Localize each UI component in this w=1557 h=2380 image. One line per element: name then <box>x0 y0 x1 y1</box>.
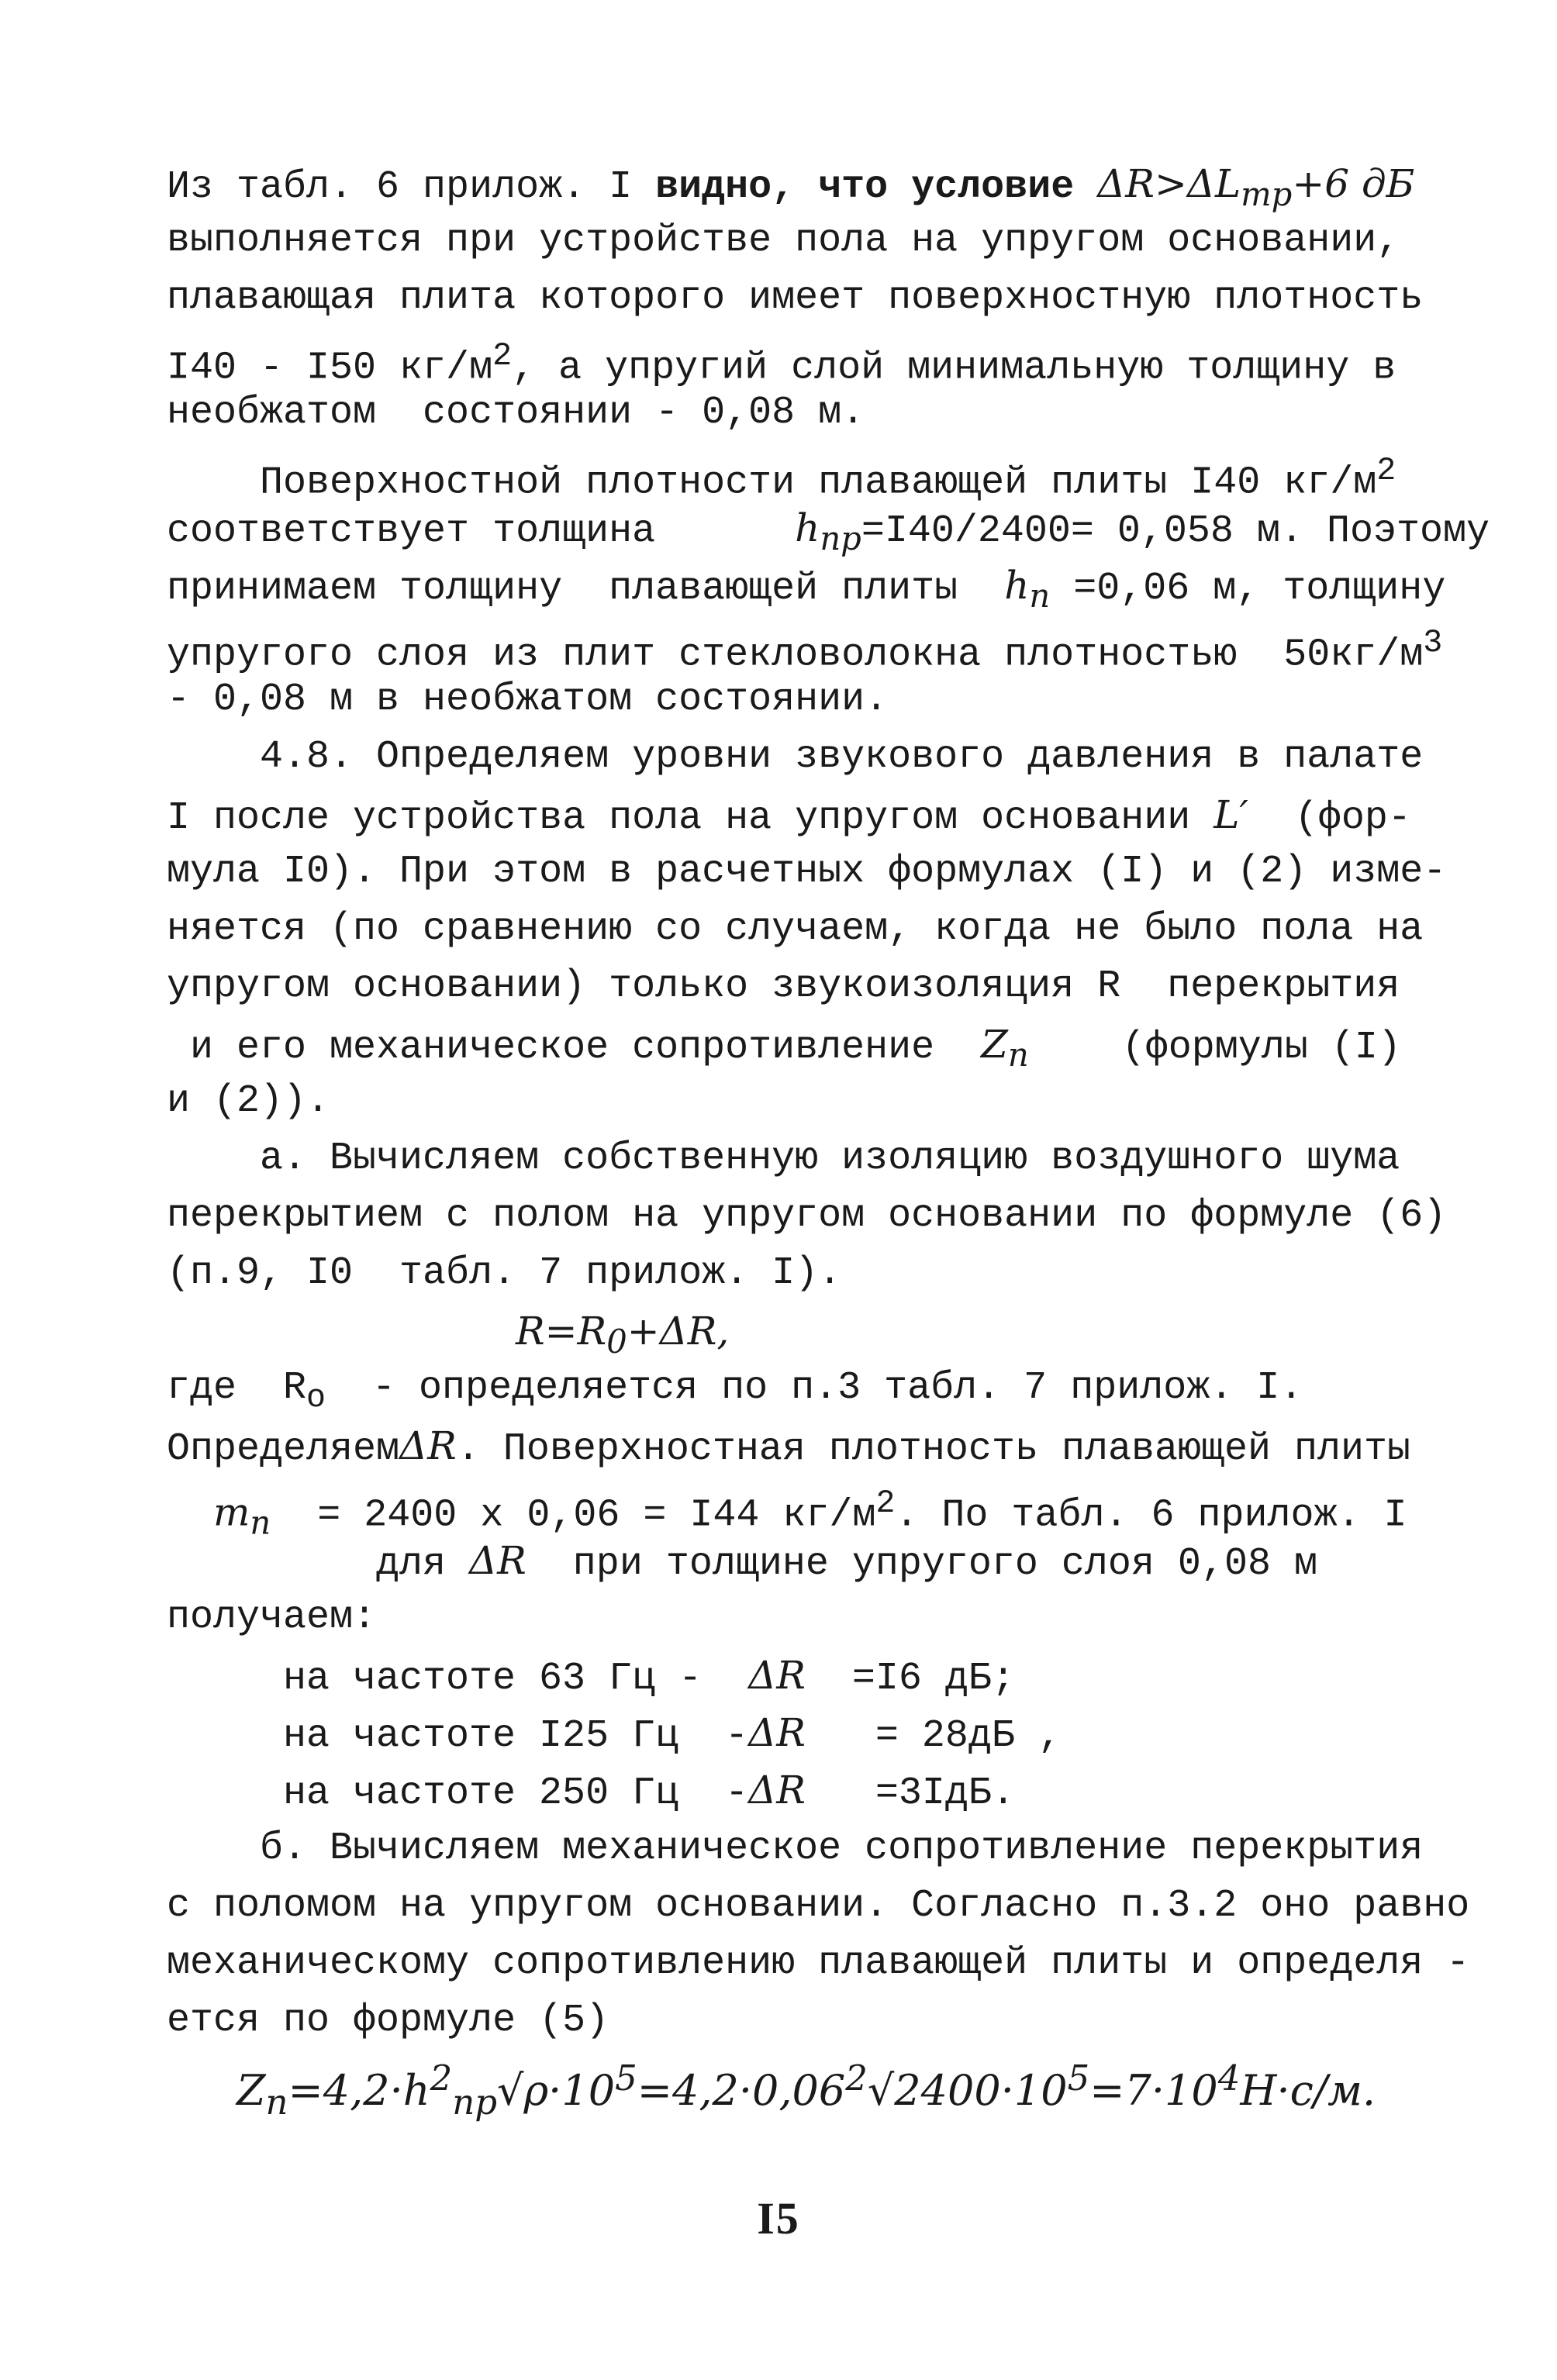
formula-part: =4,2·0,06 <box>637 2066 846 2115</box>
text-line: плавающая плита которого имеет поверхностную плотность <box>167 276 1424 320</box>
text-run: Из табл. 6 прилож. I <box>167 165 656 209</box>
symbol-h: h <box>1004 563 1030 608</box>
text-line: перекрытием с полом на упругом основании по формуле (6) <box>167 1194 1447 1238</box>
text-run: где R <box>167 1366 307 1410</box>
formula-R <box>167 1302 1454 1360</box>
text-run: Определяем <box>167 1427 400 1471</box>
list-item <box>167 1704 1454 1761</box>
text-line: 4.8. Определяем уровни звукового давления в палате <box>167 735 1424 779</box>
text-line <box>167 557 1454 614</box>
list-item <box>167 1647 1454 1704</box>
formula-Zn <box>167 2050 1454 2123</box>
subscript: о <box>306 1379 326 1416</box>
symbol-subscript: п <box>1029 577 1051 615</box>
text-line <box>167 1016 1454 1073</box>
symbol-m: m <box>213 1489 250 1535</box>
formula-tail: +ΔR, <box>627 1309 730 1354</box>
symbol-delta-R: ΔR <box>469 1538 526 1583</box>
text-line: - 0,08 м в необжатом состоянии. <box>167 678 889 722</box>
superscript: 2 <box>492 337 513 374</box>
formula-superscript: 2 <box>845 2057 868 2099</box>
text-line <box>167 1360 1454 1417</box>
text-line <box>167 155 1454 212</box>
page-number: I5 <box>757 2193 800 2244</box>
text-line <box>167 1532 1454 1589</box>
freq-label: на частоте I25 Гц - <box>283 1714 749 1758</box>
text-run: соответствует толщина <box>167 509 796 554</box>
text-run: - определяется по п.3 табл. 7 прилож. I. <box>326 1366 1303 1410</box>
superscript: 2 <box>875 1485 896 1522</box>
paragraph-condition <box>167 155 1454 442</box>
superscript: 2 <box>1376 452 1396 489</box>
text-line: ется по формуле (5) <box>167 1999 609 2043</box>
text-line: выполняется при устройстве пола на упругом основании, <box>167 219 1400 263</box>
paragraph-b <box>167 1820 1470 2123</box>
text-run: для <box>376 1542 470 1586</box>
symbol-delta-R: ΔR <box>399 1423 457 1468</box>
formula-subscript: пр <box>452 2081 498 2123</box>
formula-part: √2400·10 <box>867 2066 1068 2115</box>
text-line: необжатом состоянии - 0,08 м. <box>167 391 865 435</box>
freq-value: =3IдБ. <box>875 1771 1015 1816</box>
formula-part: Н·с/м. <box>1240 2066 1376 2115</box>
text-run: упругого слоя из плит стекловолокна плотностью 50кг/м <box>167 633 1424 678</box>
freq-value: =I6 дБ; <box>851 1657 1015 1701</box>
paragraph-4-8 <box>167 729 1454 1130</box>
formula-superscript: 2 <box>430 2057 453 2099</box>
text-run: Поверхностной плотности плавающей плиты I40 кг/м <box>167 460 1377 505</box>
text-run: =I40/2400= 0,058 м. Поэтому <box>861 509 1490 554</box>
text-line: получаем: <box>167 1595 377 1640</box>
text-run: , а упругий слой минимальную толщину в <box>512 346 1396 391</box>
symbol-Z: Z <box>981 1022 1008 1067</box>
symbol-delta-R: ΔR <box>748 1653 806 1698</box>
text-run: (формулы (I) <box>1028 1026 1401 1070</box>
formula-part: √ρ·10 <box>497 2066 616 2115</box>
formula-superscript: 5 <box>1067 2057 1090 2099</box>
paragraph-a <box>167 1130 1454 1647</box>
text-line <box>167 1475 1454 1542</box>
text-line: механическому сопротивлению плавающей плиты и определя - <box>167 1941 1470 1985</box>
symbol-delta-R: ΔR <box>748 1768 806 1813</box>
text-line: и (2)). <box>167 1079 330 1123</box>
text-line <box>167 327 1454 391</box>
text-line: а. Вычисляем собственную изоляцию воздушного шума <box>167 1137 1400 1181</box>
text-line: няется (по сравнению со случаем, когда не было пола на <box>167 907 1424 951</box>
text-run: при толщине упругого слоя 0,08 м <box>526 1542 1317 1586</box>
text-line: мула I0). При этом в расчетных формулах (I) и (2) изме- <box>167 850 1447 894</box>
symbol-L: L′ <box>1213 792 1248 837</box>
text-run: . Поверхностная плотность плавающей плиты <box>456 1427 1411 1471</box>
text-line <box>167 614 1454 678</box>
freq-label: на частоте 63 Гц - <box>283 1657 726 1701</box>
freq-label: на частоте 250 Гц - <box>283 1771 749 1816</box>
text-line <box>167 499 1490 557</box>
formula-part: =7·10 <box>1089 2066 1218 2115</box>
formula-superscript: 5 <box>615 2057 637 2099</box>
formula-subscript: п <box>265 2081 288 2123</box>
formula-text: ΔR>ΔL <box>1097 161 1241 206</box>
text-run: принимаем толщину плавающей плиты <box>167 567 1005 611</box>
text-run: I40 - I50 кг/м <box>167 346 493 391</box>
symbol-subscript: п <box>1007 1036 1029 1074</box>
symbol-delta-R: ΔR <box>748 1710 806 1755</box>
paragraph-thickness <box>167 442 1490 729</box>
condition-formula <box>1097 161 1415 213</box>
symbol-subscript: п <box>250 1503 271 1542</box>
text-line: б. Вычисляем механическое сопротивление перекрытия <box>167 1826 1424 1871</box>
symbol-subscript: пр <box>820 519 861 557</box>
text-run: (фор- <box>1248 796 1411 840</box>
text-line: упругом основании) только звукоизоляция R перекрытия <box>167 964 1400 1009</box>
symbol-h: h <box>795 505 820 550</box>
text-line: (п.9, I0 табл. 7 прилож. I). <box>167 1251 842 1295</box>
text-run: I после устройства пола на упругом основании <box>167 796 1214 840</box>
formula-tail: +6 дБ <box>1292 161 1415 206</box>
text-run: = 2400 х 0,06 = I44 кг/м <box>271 1493 876 1538</box>
list-item <box>167 1761 1454 1819</box>
formula-superscript: 4 <box>1217 2057 1241 2099</box>
text-line <box>167 442 1454 505</box>
freq-value: = 28дБ , <box>875 1714 1062 1758</box>
text-line <box>167 786 1454 843</box>
frequency-list <box>167 1647 1454 1819</box>
formula-subscript: 0 <box>606 1323 627 1361</box>
formula-subscript: тр <box>1241 175 1293 213</box>
text-line: с поломом на упругом основании. Согласно п.3.2 оно равно <box>167 1884 1470 1928</box>
text-run: =0,06 м, толщину <box>1050 567 1446 611</box>
formula-part: =4,2·h <box>288 2066 430 2115</box>
formula-text: R=R <box>516 1309 607 1354</box>
text-run: . По табл. 6 прилож. I <box>895 1493 1407 1538</box>
formula-part: Z <box>236 2066 266 2115</box>
text-run: и его механическое сопротивление <box>167 1026 982 1070</box>
text-line <box>167 1417 1454 1475</box>
bold-text: видно, что условие <box>655 165 1098 209</box>
superscript: 3 <box>1423 624 1443 661</box>
